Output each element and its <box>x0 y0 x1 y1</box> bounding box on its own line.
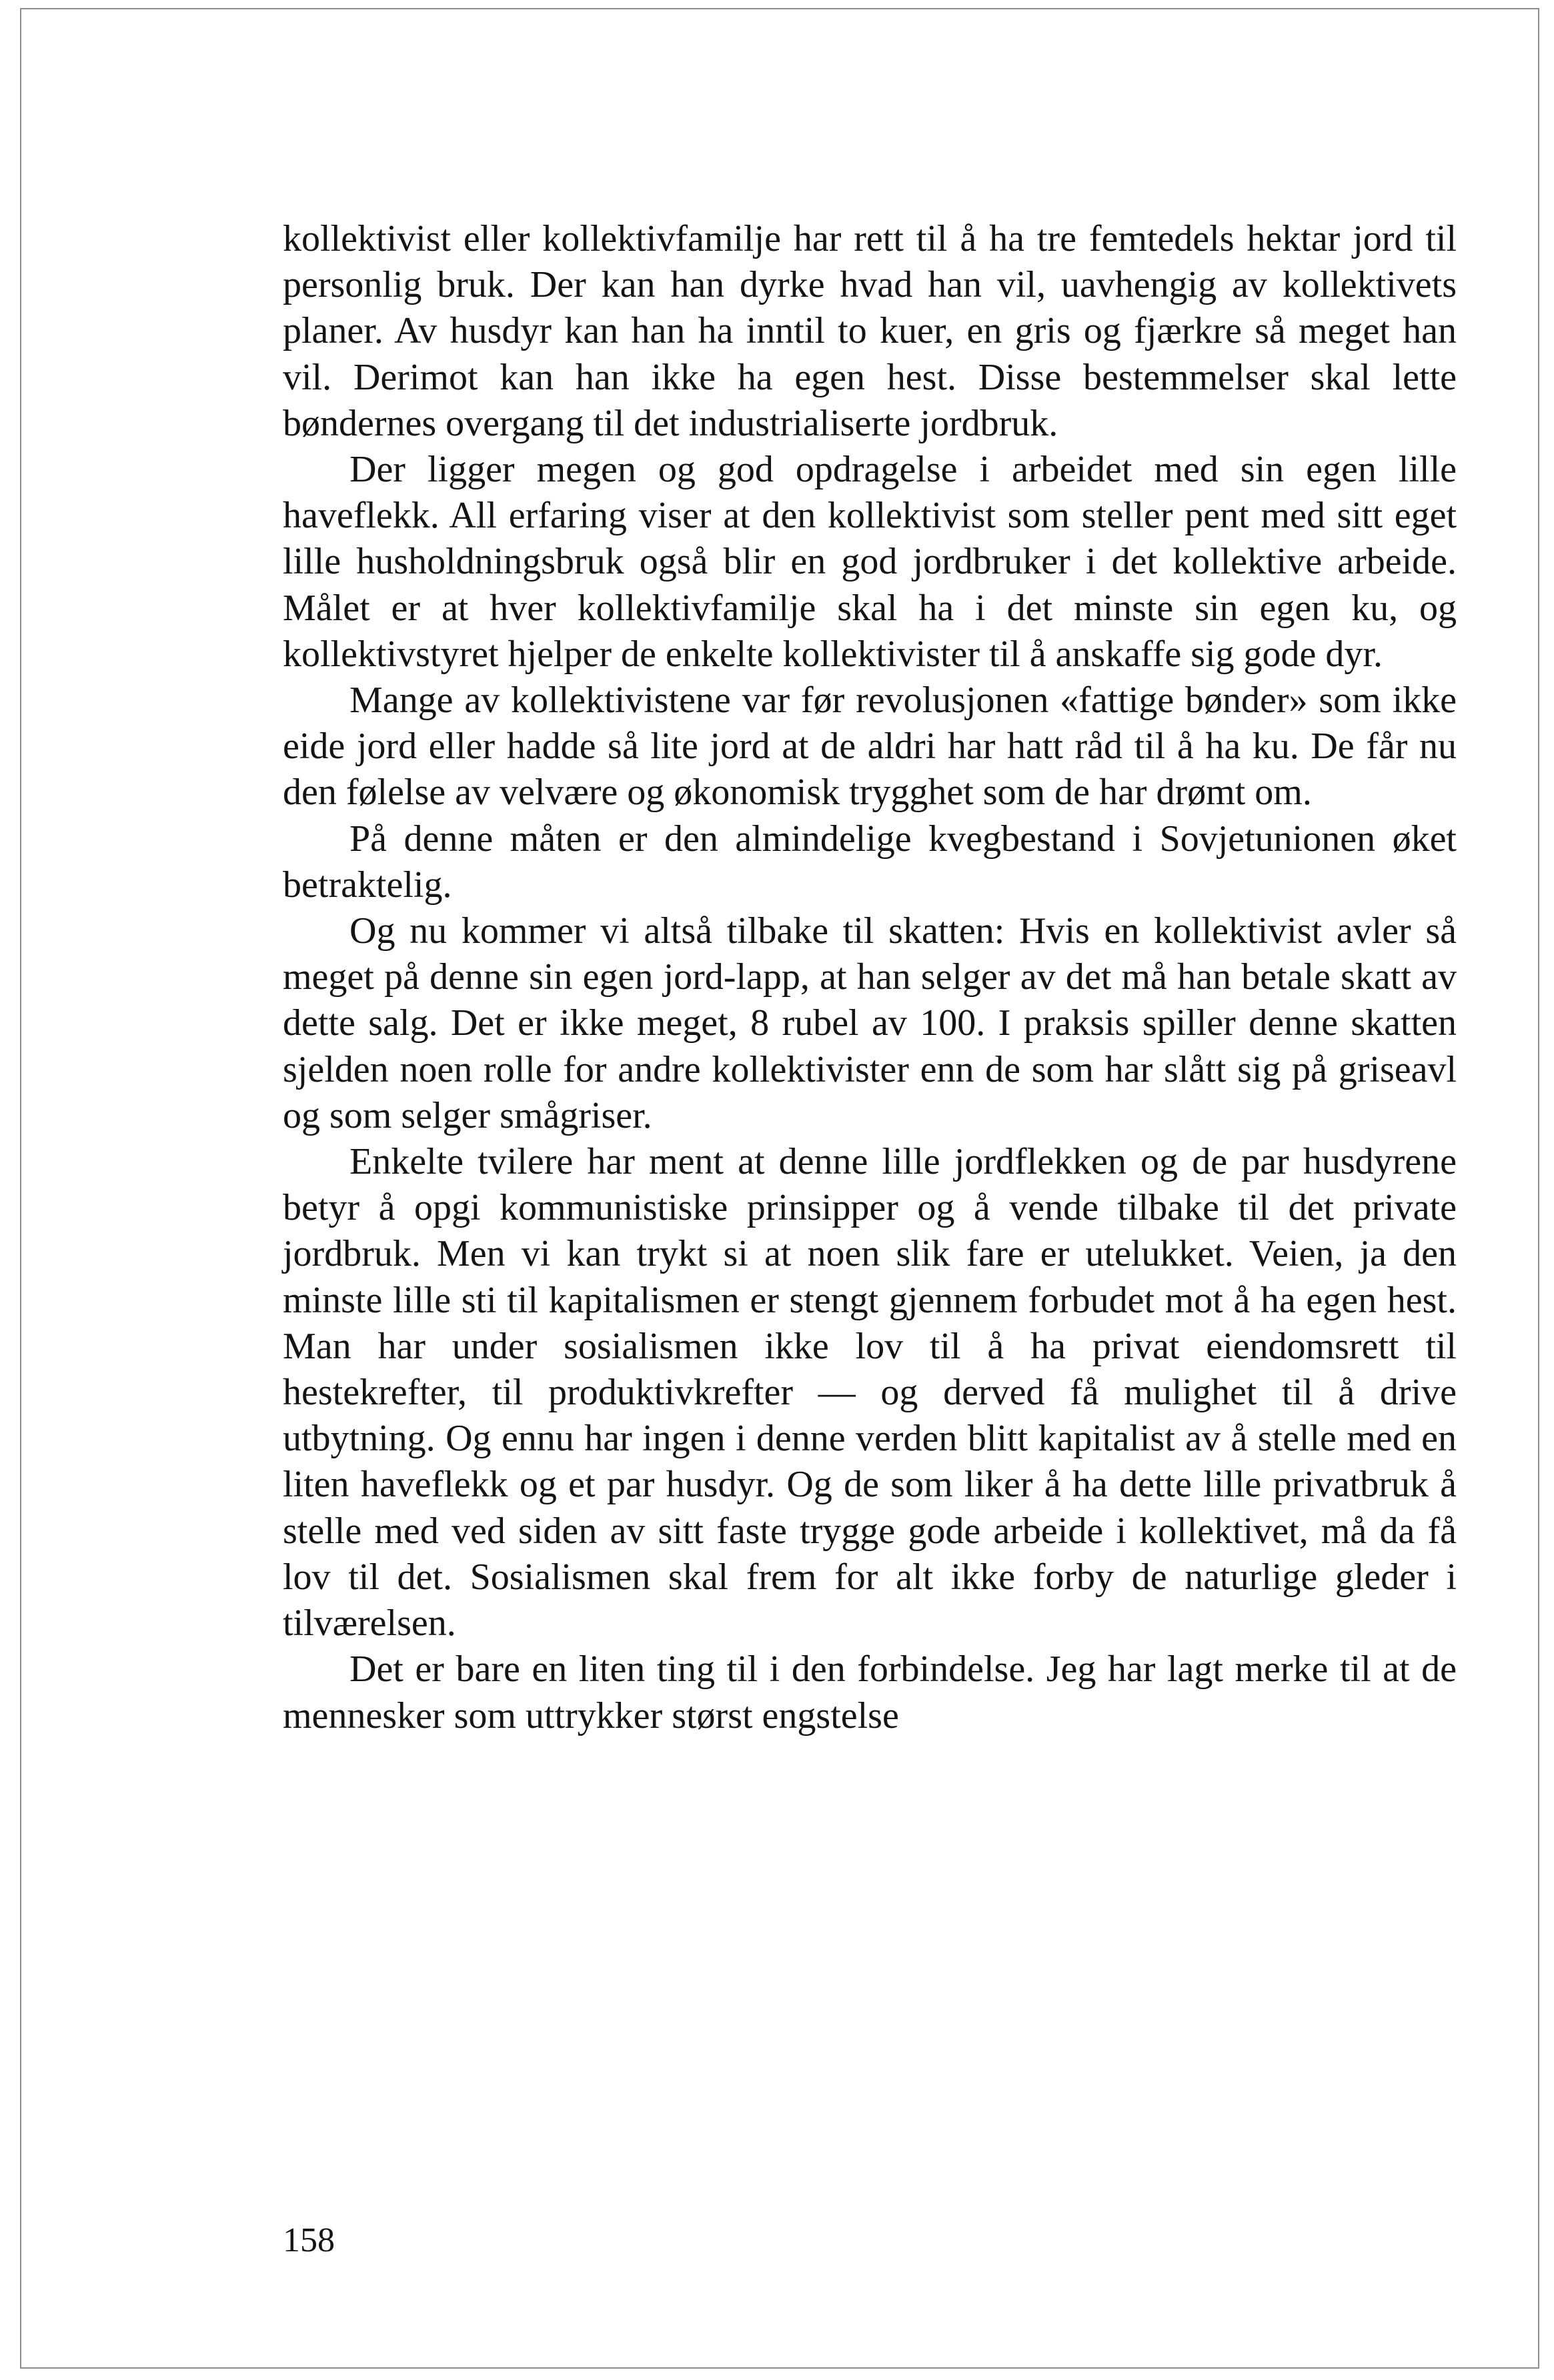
book-page <box>20 8 1539 2369</box>
paragraph-4: På denne måten er den almindelige kvegbestand i Sovjetunionen øket betraktelig. <box>283 818 1457 906</box>
paragraph-6: Enkelte tvilere har ment at denne lille jordflekken og de par husdyrene betyr å opgi kommunistiske prinsipper og å vende tilbake til det private jordbruk. Men vi kan trykt si at noen slik fare er utelukket. Veien, ja den minste lille sti til kapitalismen er stengt gjennem forbudet mot å ha egen hest. Man har under sosialismen ikke lov til å ha privat eiendomsrett til hestekrefter, til produktivkrefter — og derved få mulighet til å drive utbytning. Og ennu har ingen i denne verden blitt kapitalist av å stelle med en liten haveflekk og et par husdyr. Og de som liker å ha dette lille privatbruk å stelle med ved siden av sitt faste trygge gode arbeide i kollektivet, må da få lov til det. Sosialismen skal frem for alt ikke forby de naturlige gleder i tilværelsen. <box>283 1141 1457 1644</box>
body-text <box>283 216 1457 1739</box>
page-number: 158 <box>283 2221 335 2259</box>
paragraph-1: kollektivist eller kollektivfamilje har rett til å ha tre femtedels hektar jord til personlig bruk. Der kan han dyrke hvad han vil, uavhengig av kollektivets planer. Av husdyr kan han ha inntil to kuer, en gris og fjærkre så meget han vil. Derimot kan han ikke ha egen hest. Disse bestemmelser skal lette bøndernes overgang til det industrialiserte jordbruk. <box>283 218 1457 444</box>
paragraph-3: Mange av kollektivistene var før revolusjonen «fattige bønder» som ikke eide jord eller hadde så lite jord at de aldri har hatt råd til å ha ku. De får nu den følelse av velvære og økonomisk trygghet som de har drømt om. <box>283 680 1457 814</box>
paragraph-5: Og nu kommer vi altså tilbake til skatten: Hvis en kollektivist avler så meget på denne sin egen jord-lapp, at han selger av det må han betale skatt av dette salg. Det er ikke meget, 8 rubel av 100. I praksis spiller denne skatten sjelden noen rolle for andre kollektivister enn de som har slått sig på griseavl og som selger smågriser. <box>283 910 1457 1136</box>
paragraph-7: Det er bare en liten ting til i den forbindelse. Jeg har lagt merke til at de mennesker som uttrykker størst engstelse <box>283 1648 1457 1736</box>
paragraph-2: Der ligger megen og god opdragelse i arbeidet med sin egen lille haveflekk. All erfaring viser at den kollektivist som steller pent med sitt eget lille husholdningsbruk også blir en god jordbruker i det kollektive arbeide. Målet er at hver kollektivfamilje skal ha i det minste sin egen ku, og kollektivstyret hjelper de enkelte kollektivister til å anskaffe sig gode dyr. <box>283 449 1457 675</box>
